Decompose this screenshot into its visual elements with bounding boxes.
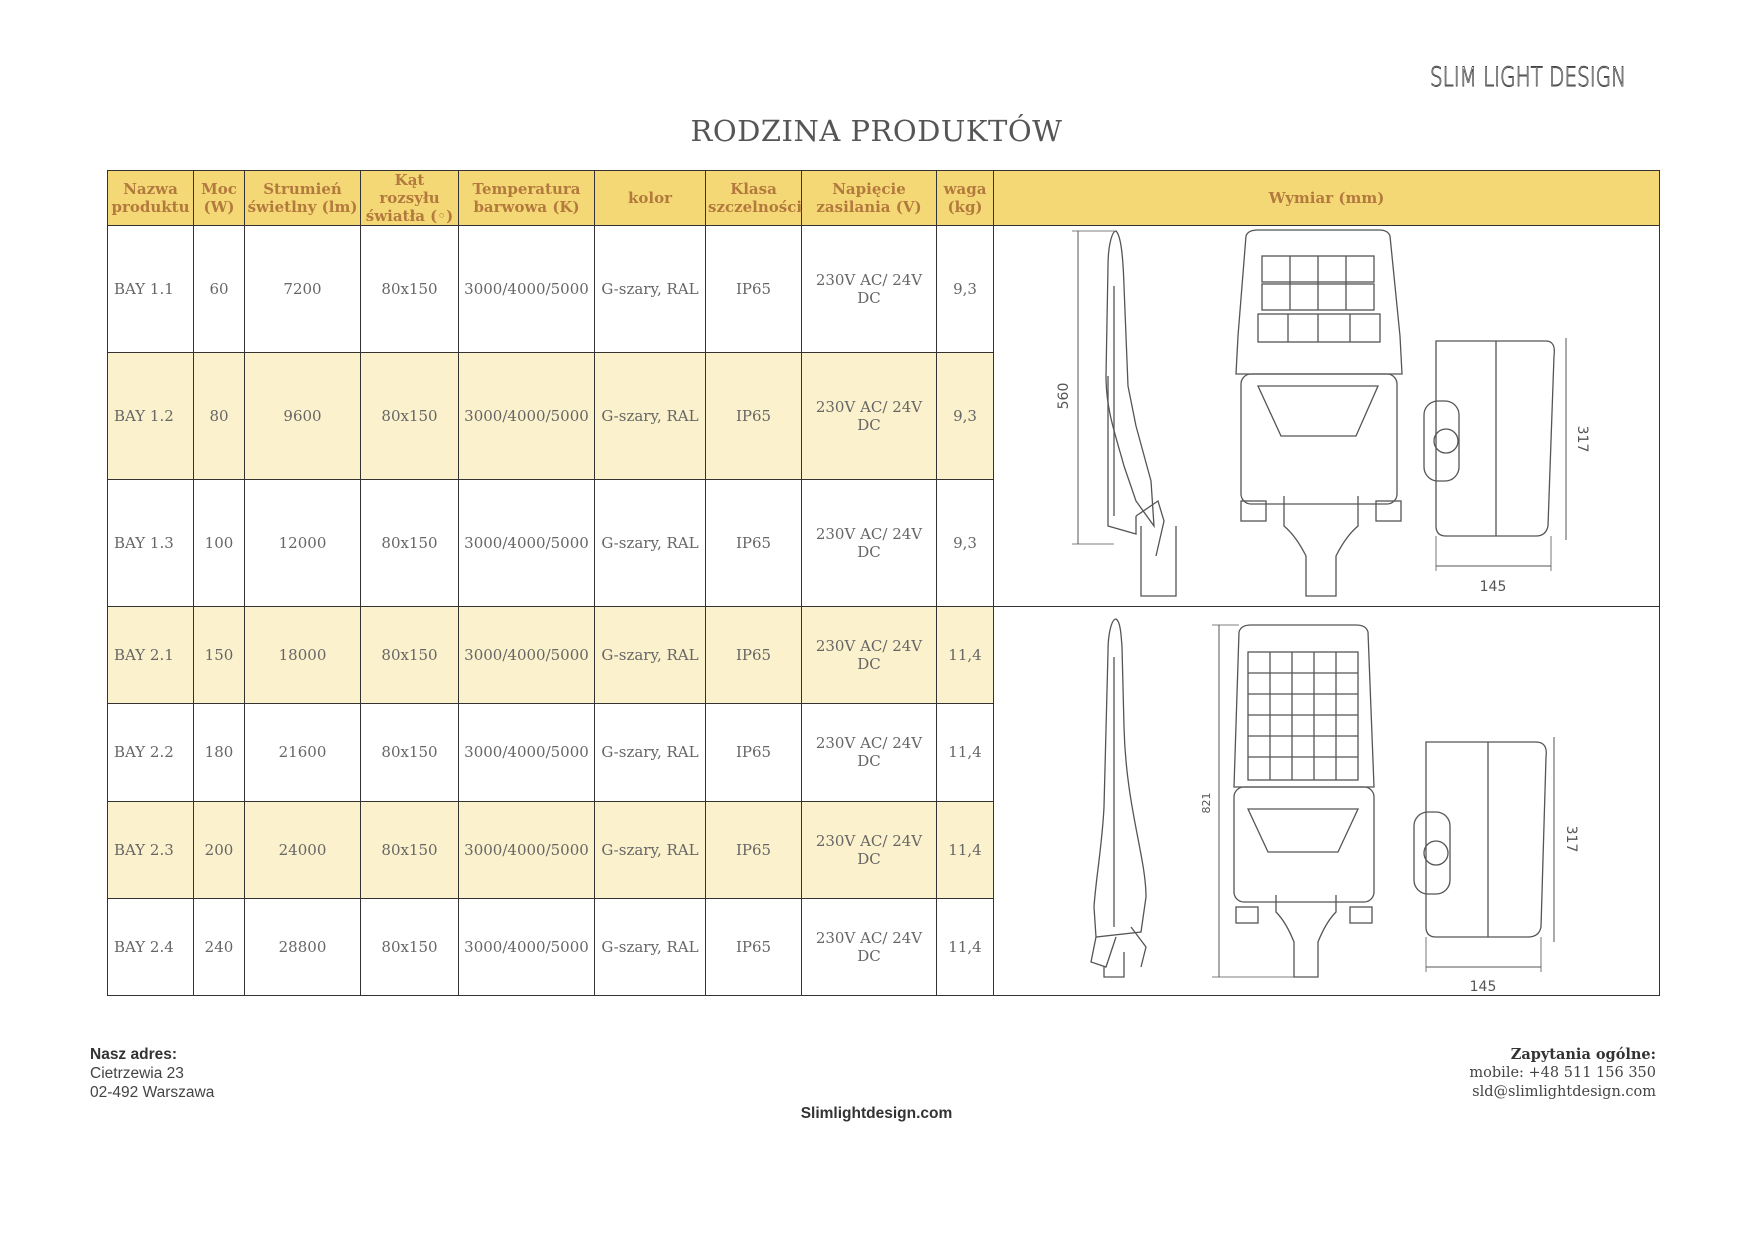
cell-product-name: BAY 2.3 xyxy=(108,801,194,898)
header-color: kolor xyxy=(595,171,706,226)
product-table xyxy=(107,170,1660,996)
cell-angle: 80x150 xyxy=(361,801,459,898)
header-ip-class: Klasa szczelności xyxy=(706,171,802,226)
cell-color: G-szary, RAL xyxy=(595,353,706,480)
cell-product-name: BAY 2.1 xyxy=(108,607,194,704)
dimension-height-label: 821 xyxy=(1200,792,1213,814)
cell-voltage: 230V AC/ 24V DC xyxy=(802,226,937,353)
cell-ip: IP65 xyxy=(706,898,802,995)
cell-flux: 18000 xyxy=(245,607,361,704)
cell-ip: IP65 xyxy=(706,226,802,353)
cell-temperature: 3000/4000/5000 xyxy=(459,704,595,801)
cell-angle: 80x150 xyxy=(361,353,459,480)
cell-color: G-szary, RAL xyxy=(595,704,706,801)
footer-website: Slimlightdesign.com xyxy=(800,1105,953,1122)
cell-angle: 80x150 xyxy=(361,480,459,607)
cell-power: 240 xyxy=(194,898,245,995)
dimension-height-label: 560 xyxy=(1056,382,1072,410)
cell-flux: 9600 xyxy=(245,353,361,480)
table-row xyxy=(108,607,1660,704)
cell-weight: 11,4 xyxy=(937,704,994,801)
cell-voltage: 230V AC/ 24V DC xyxy=(802,898,937,995)
footer-address xyxy=(90,1045,214,1102)
cell-weight: 11,4 xyxy=(937,898,994,995)
dimension-depth-label: 317 xyxy=(1574,425,1590,453)
dimension-width-label: 145 xyxy=(1469,979,1497,995)
cell-weight: 9,3 xyxy=(937,480,994,607)
header-luminous-flux: Strumień świetlny (lm) xyxy=(245,171,361,226)
cell-color: G-szary, RAL xyxy=(595,607,706,704)
dimension-width-label: 145 xyxy=(1479,579,1507,595)
cell-power: 150 xyxy=(194,607,245,704)
header-beam-angle: Kąt rozsyłu światła (◦) xyxy=(361,171,459,226)
cell-ip: IP65 xyxy=(706,607,802,704)
address-line-city: 02-492 Warszawa xyxy=(90,1084,215,1101)
cell-flux: 24000 xyxy=(245,801,361,898)
dimension-depth-label: 317 xyxy=(1563,825,1579,853)
header-weight: waga (kg) xyxy=(937,171,994,226)
cell-temperature: 3000/4000/5000 xyxy=(459,607,595,704)
cell-color: G-szary, RAL xyxy=(595,801,706,898)
cell-weight: 9,3 xyxy=(937,226,994,353)
footer-contact xyxy=(1469,1045,1656,1102)
cell-angle: 80x150 xyxy=(361,226,459,353)
cell-voltage: 230V AC/ 24V DC xyxy=(802,704,937,801)
cell-ip: IP65 xyxy=(706,801,802,898)
cell-power: 80 xyxy=(194,353,245,480)
cell-power: 60 xyxy=(194,226,245,353)
header-color-temperature: Temperatura barwowa (K) xyxy=(459,171,595,226)
technical-drawing-bay1 xyxy=(996,226,1662,606)
contact-label: Zapytania ogólne: xyxy=(1510,1046,1656,1063)
cell-weight: 11,4 xyxy=(937,607,994,704)
cell-flux: 28800 xyxy=(245,898,361,995)
cell-weight: 9,3 xyxy=(937,353,994,480)
cell-power: 180 xyxy=(194,704,245,801)
cell-product-name: BAY 2.4 xyxy=(108,898,194,995)
cell-angle: 80x150 xyxy=(361,704,459,801)
cell-power: 200 xyxy=(194,801,245,898)
technical-drawing-bay2 xyxy=(996,607,1662,995)
dimension-drawing-bay1 xyxy=(994,226,1660,607)
address-line-street: Cietrzewia 23 xyxy=(90,1065,184,1082)
cell-voltage: 230V AC/ 24V DC xyxy=(802,607,937,704)
cell-product-name: BAY 1.3 xyxy=(108,480,194,607)
cell-color: G-szary, RAL xyxy=(595,226,706,353)
brand-logo xyxy=(1430,58,1626,92)
cell-voltage: 230V AC/ 24V DC xyxy=(802,480,937,607)
cell-voltage: 230V AC/ 24V DC xyxy=(802,353,937,480)
cell-angle: 80x150 xyxy=(361,898,459,995)
dimension-drawing-bay2 xyxy=(994,607,1660,996)
brand-logo-text: SLIM LIGHT DESIGN xyxy=(1430,62,1626,93)
header-power: Moc (W) xyxy=(194,171,245,226)
header-voltage: Napięcie zasilania (V) xyxy=(802,171,937,226)
contact-phone: mobile: +48 511 156 350 xyxy=(1469,1065,1656,1081)
address-label: Nasz adres: xyxy=(90,1046,178,1063)
cell-flux: 7200 xyxy=(245,226,361,353)
cell-ip: IP65 xyxy=(706,480,802,607)
cell-flux: 12000 xyxy=(245,480,361,607)
cell-product-name: BAY 1.2 xyxy=(108,353,194,480)
cell-temperature: 3000/4000/5000 xyxy=(459,480,595,607)
header-dimensions: Wymiar (mm) xyxy=(994,171,1660,226)
cell-product-name: BAY 2.2 xyxy=(108,704,194,801)
cell-color: G-szary, RAL xyxy=(595,898,706,995)
cell-product-name: BAY 1.1 xyxy=(108,226,194,353)
table-header-row xyxy=(108,171,1660,226)
cell-power: 100 xyxy=(194,480,245,607)
cell-temperature: 3000/4000/5000 xyxy=(459,801,595,898)
cell-weight: 11,4 xyxy=(937,801,994,898)
cell-temperature: 3000/4000/5000 xyxy=(459,898,595,995)
table-row xyxy=(108,226,1660,353)
cell-temperature: 3000/4000/5000 xyxy=(459,353,595,480)
cell-ip: IP65 xyxy=(706,704,802,801)
header-product-name: Nazwa produktu xyxy=(108,171,194,226)
contact-email: sld@slimlightdesign.com xyxy=(1472,1084,1656,1100)
cell-color: G-szary, RAL xyxy=(595,480,706,607)
cell-voltage: 230V AC/ 24V DC xyxy=(802,801,937,898)
cell-angle: 80x150 xyxy=(361,607,459,704)
cell-ip: IP65 xyxy=(706,353,802,480)
cell-temperature: 3000/4000/5000 xyxy=(459,226,595,353)
cell-flux: 21600 xyxy=(245,704,361,801)
page-title: RODZINA PRODUKTÓW xyxy=(690,114,1063,148)
